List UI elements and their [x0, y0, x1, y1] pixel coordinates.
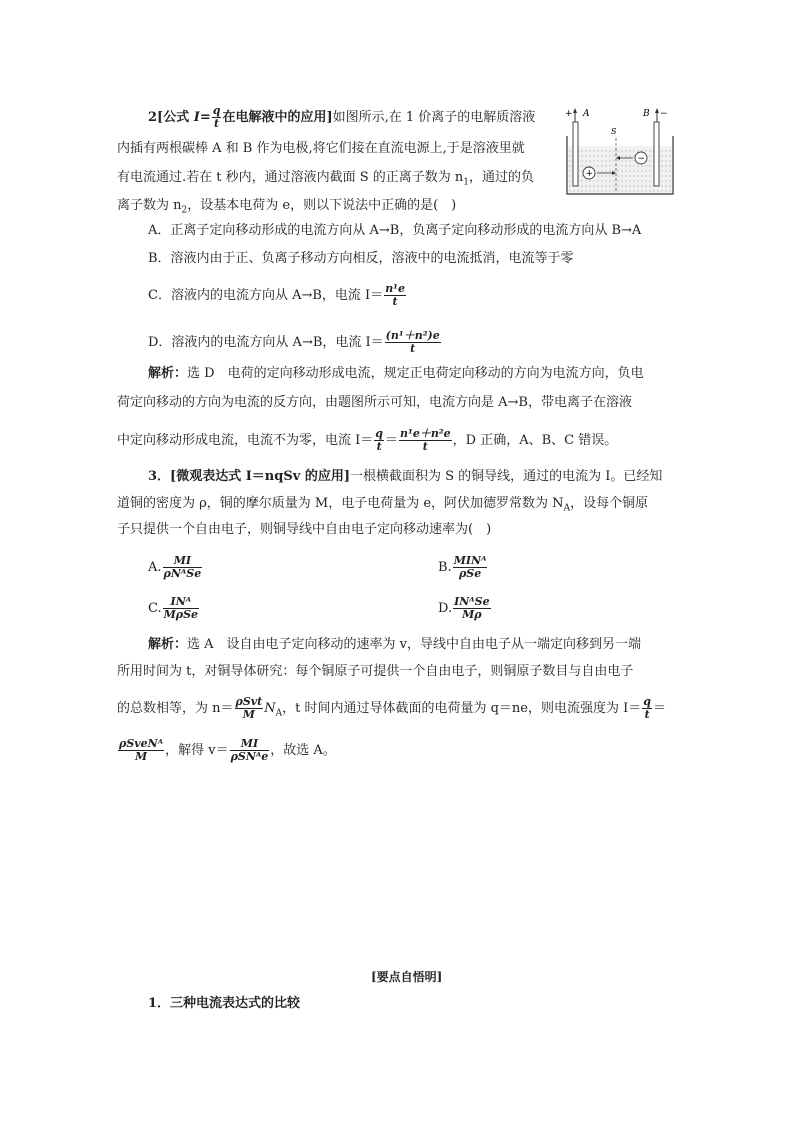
electrolyte-diagram	[563, 106, 678, 198]
q3-line1: 3．[微观表达式 I＝nqSv 的应用]一根横截面积为 S 的铜导线，通过的电流为 I。已经知	[148, 469, 663, 484]
q3-option-a: A. $\frac{MI}{\text{ρNᴬSe}}$	[148, 554, 202, 580]
fig-arrow-b	[655, 108, 659, 113]
q3-solution-line4: $\frac{\text{ρSveNᴬ}}{M}$ ，解得 v＝ $\frac{MI}{\text{ρSNᴬe}}$ ，故选 A。	[119, 737, 336, 763]
q2-formula-frac: $\frac{q}{t}$	[212, 104, 221, 130]
q2-option-a: A．正离子定向移动形成的电流方向从 A→B，负离子定向移动形成的电流方向从 B→A	[148, 223, 642, 238]
q2-option-d: D．溶液内的电流方向从 A→B，电流 I＝ $\frac{\text{(n¹＋n²)e}}{t}$	[148, 329, 440, 355]
q2-option-b: B．溶液内由于正、负离子移动方向相反，溶液中的电流抵消，电流等于零	[148, 251, 574, 266]
q2-solution-line3: 中定向移动形成电流，电流不为零，电流 I＝ $\frac{q}{t}$ ＝ $\frac{\text{n¹e＋n²e}}{t}$ ，D 正确，A、B、C 错误。	[117, 427, 618, 453]
q3-line2: 道铜的密度为 ρ，铜的摩尔质量为 M，电子电荷量为 e，阿伏加德罗常数为 $N_A$，设每个铜原	[117, 496, 649, 514]
fig-plus-label: +	[565, 109, 573, 119]
q3-solution-line3: 的总数相等，为 n＝ $\frac{\text{ρSvt}}{M}$ $N_A$，t 时间内通过导体截面的电荷量为 q＝ne，则电流强度为 I＝ $\frac{q}{t}$ ＝	[117, 695, 666, 721]
q2-line3: 有电流通过.若在 t 秒内，通过溶液内截面 S 的正离子数为 $n_1$，通过的负	[117, 170, 535, 188]
q3-solution-line1: 解析：选 A 设自由电子定向移动的速率为 v，导线中自由电子从一端定向移到另一端	[148, 637, 642, 652]
svg-text:−: −	[637, 154, 646, 164]
section-item-1: 1．三种电流表达式的比较	[148, 996, 301, 1011]
fig-minus-label: −	[660, 109, 668, 119]
q3-solution-line2: 所用时间为 t，对铜导体研究：每个铜原子可提供一个自由电子，则铜原子数目与自由电子	[117, 664, 634, 679]
svg-text:+: +	[585, 169, 594, 179]
fig-electrode-b	[654, 122, 659, 186]
q2-solution-line1: 解析：选 D 电荷的定向移动形成电流，规定正电荷定向移动的方向为电流方向，负电	[148, 366, 644, 381]
q2-solution-label: 解析：	[148, 366, 188, 381]
section-heading: [要点自悟明]	[371, 970, 443, 984]
q3-option-c: C. $\frac{\text{INᴬ}}{\text{MρSe}}$	[148, 595, 199, 621]
q2-line2: 内插有两根碳棒 A 和 B 作为电极,将它们接在直流电源上,于是溶液里就	[117, 141, 525, 156]
fig-label-a: A	[583, 109, 590, 119]
q2-tag-pre: [公式	[157, 110, 194, 125]
q2-solution-line2: 荷定向移动的方向为电流的反方向，由题图所示可知，电流方向是 A→B，带电离子在溶液	[117, 395, 632, 410]
fig-label-b: B	[643, 109, 650, 119]
fig-electrode-a	[573, 122, 578, 186]
q2-option-c-frac: $\frac{\text{n¹e}}{t}$	[385, 282, 406, 308]
q2-number: 2	[148, 110, 158, 125]
q2-option-c: C．溶液内的电流方向从 A→B，电流 I＝ $\frac{\text{n¹e}}{t}$	[148, 282, 406, 308]
q2-line1-rest: 如图所示,在 1 价离子的电解质溶液	[332, 110, 536, 125]
q3-solution-label: 解析：	[148, 637, 188, 652]
q2-formula-eq: =	[199, 110, 211, 125]
q3-line3: 子只提供一个自由电子，则铜导线中自由电子定向移动速率为( )	[117, 522, 492, 537]
q3-option-d: D. $\frac{\text{INᴬSe}}{M\rho}$	[438, 595, 490, 621]
fig-label-s: S	[611, 127, 617, 136]
q2-option-d-frac: $\frac{\text{(n¹＋n²)e}}{t}$	[385, 329, 440, 355]
q3-head: 3．[微观表达式 I＝nqSv 的应用]	[148, 469, 350, 484]
q2-line1	[148, 105, 535, 130]
fig-arrow-a	[573, 108, 577, 113]
q2-tag-post: 在电解液中的应用]	[222, 110, 333, 125]
q2-formula-lhs: I	[193, 110, 200, 125]
q2-line4: 离子数为 $n_2$，设基本电荷为 e，则以下说法中正确的是( )	[117, 198, 457, 216]
q3-option-b: B. $\frac{\text{MINᴬ}}{\text{ρSe}}$	[438, 554, 487, 580]
